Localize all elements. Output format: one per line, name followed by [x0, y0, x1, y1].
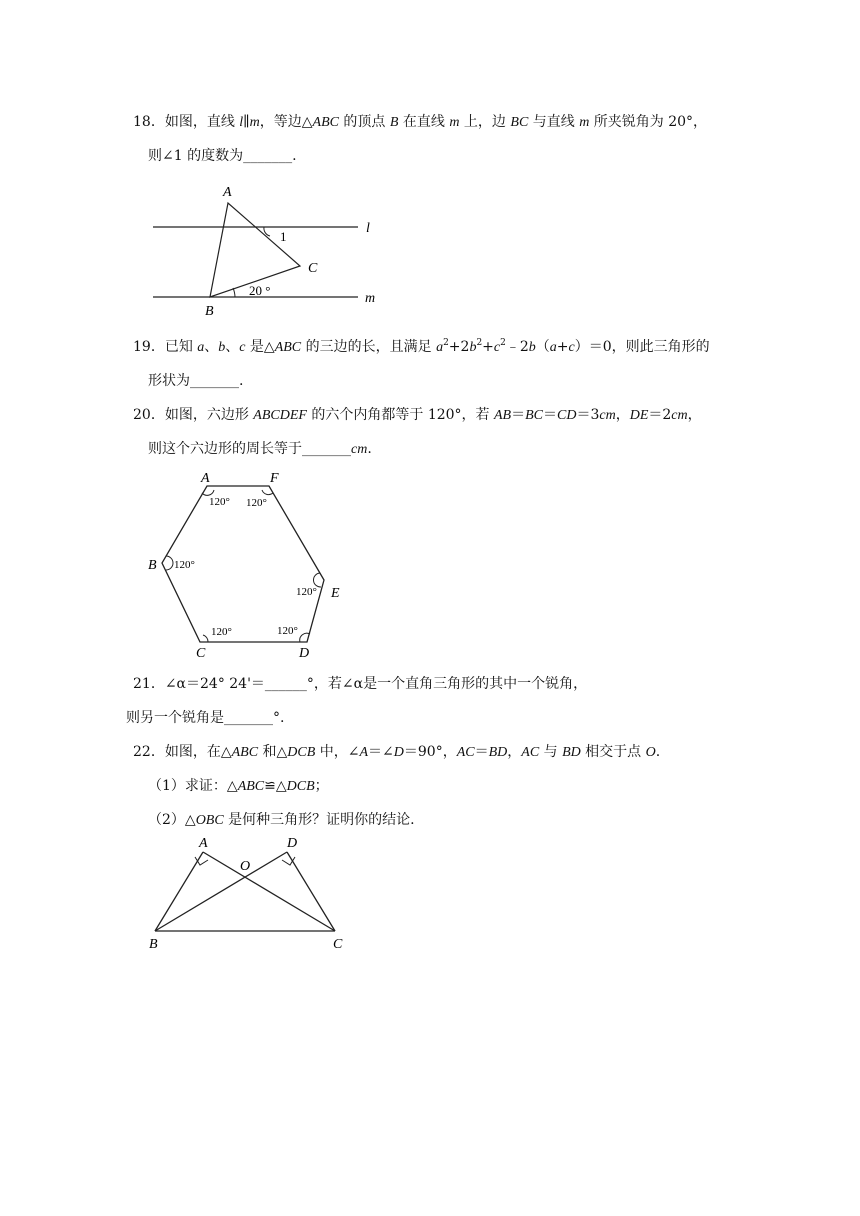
q20-line1: 20．如图，六边形 ABCDEF 的六个内角都等于 120°，若 AB＝BC＝CD＝3cm，DE＝2cm，: [133, 407, 702, 423]
q20-figure: [145, 470, 365, 670]
q18-figure: [150, 182, 390, 322]
label-b: B: [205, 304, 214, 319]
label-a: A: [199, 836, 208, 851]
label-l: l: [366, 221, 370, 236]
angle-label-a: 120°: [209, 496, 230, 508]
label-e: E: [331, 586, 340, 601]
label-d: D: [299, 646, 310, 661]
angle-label-e: 120°: [296, 586, 317, 598]
label-c: C: [308, 261, 318, 276]
segment-ab: [155, 852, 203, 931]
label-o: O: [240, 859, 251, 874]
label-c: C: [333, 937, 343, 952]
angle-arc-c: [203, 635, 208, 642]
label-angle-1: 1: [280, 229, 287, 244]
q19-line2: 形状为_______.: [148, 373, 244, 389]
right-angle-a: [195, 857, 208, 865]
q22-line1: 22．如图，在△ABC 和△DCB 中，∠A＝∠D＝90°，AC＝BD，AC 与 BD 相交于点 O.: [133, 744, 661, 760]
q21-line1: 21．∠α＝24° 24'＝______°，若∠α是一个直角三角形的其中一个锐角，: [133, 676, 588, 692]
label-a: A: [223, 185, 232, 200]
segment-bd: [155, 852, 287, 931]
q18-line1: 18．如图，直线 l∥m，等边△ABC 的顶点 B 在直线 m 上，边 BC 与直线 m 所夹锐角为 20°，: [133, 114, 708, 130]
q22-part1: （1）求证：△ABC≌△DCB；: [148, 778, 329, 794]
q22-part2: （2）△OBC 是何种三角形？证明你的结论.: [148, 812, 415, 828]
angle-20-arc: [233, 288, 235, 297]
label-b: B: [149, 937, 158, 952]
label-c: C: [196, 646, 206, 661]
label-angle-20: 20 °: [249, 283, 271, 298]
q22-figure: [145, 832, 365, 952]
right-angle-d: [282, 857, 295, 865]
angle-arc-b: [166, 556, 173, 570]
q20-line2: 则这个六边形的周长等于_______cm.: [148, 441, 372, 457]
segment-dc: [287, 852, 335, 931]
angle-label-d: 120°: [277, 625, 298, 637]
angle-label-b: 120°: [174, 559, 195, 571]
label-m: m: [365, 291, 376, 306]
angle-arc-e: [313, 573, 321, 587]
angle-label-c: 120°: [211, 626, 232, 638]
q18-line2: 则∠1 的度数为_______.: [148, 148, 297, 164]
segment-ac: [203, 852, 335, 931]
q21-line2: 则另一个锐角是_______°.: [126, 710, 285, 726]
label-b: B: [148, 558, 157, 573]
label-f: F: [270, 471, 279, 486]
label-d: D: [287, 836, 298, 851]
label-a: A: [201, 471, 210, 486]
q19-line1: 19．已知 a、b、c 是△ABC 的三边的长，且满足 $a^2+2b^2+c^2﹣2b(a+c)=0$，则此三角形的: [133, 338, 710, 355]
angle-label-f: 120°: [246, 497, 267, 509]
